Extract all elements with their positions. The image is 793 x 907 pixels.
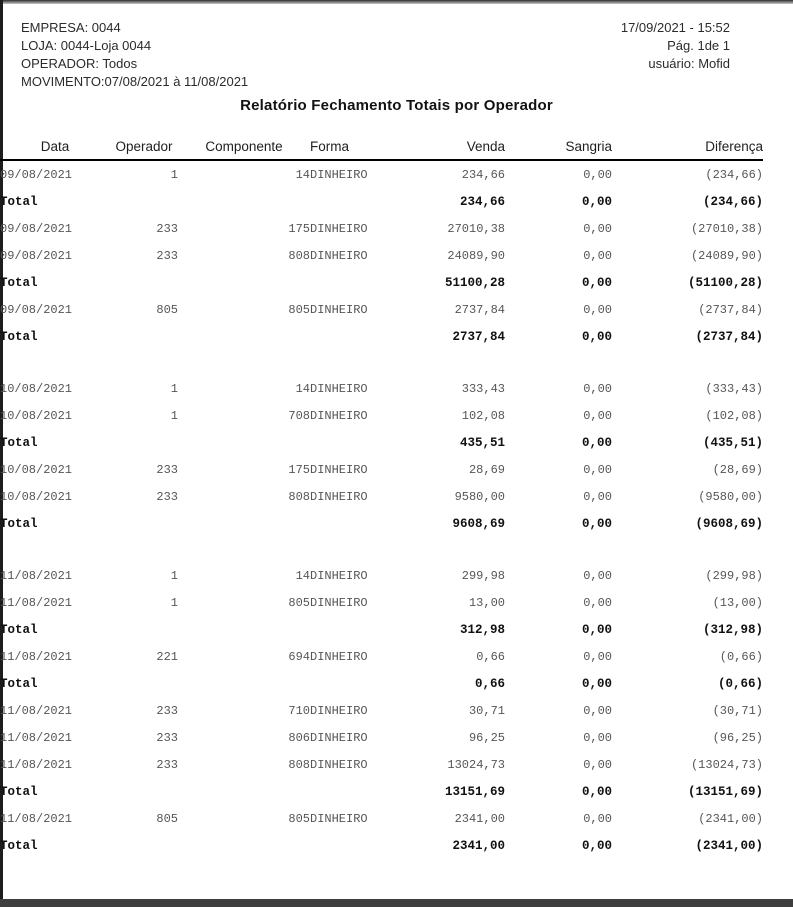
total-label: Total xyxy=(0,194,38,209)
cell-forma: DINHEIRO xyxy=(310,381,368,396)
cell-componente: 808 xyxy=(288,757,310,772)
cell-venda: 24089,90 xyxy=(447,248,505,263)
cell-total-venda: 312,98 xyxy=(459,622,505,637)
cell-diferenca: (27010,38) xyxy=(690,221,763,236)
cell-data: 11/08/2021 xyxy=(0,730,73,745)
table-row xyxy=(0,643,763,670)
table-row xyxy=(0,215,763,242)
cell-venda: 333,43 xyxy=(461,381,505,396)
total-row xyxy=(0,778,763,805)
cell-total-diferenca: (2737,84) xyxy=(695,329,763,344)
cell-diferenca: (333,43) xyxy=(705,381,763,396)
cell-operador: 1 xyxy=(170,381,178,396)
cell-total-venda: 13151,69 xyxy=(444,784,505,799)
cell-componente: 708 xyxy=(288,408,310,423)
cell-total-sangria: 0,00 xyxy=(581,622,612,637)
cell-operador: 233 xyxy=(156,703,178,718)
table-row xyxy=(0,160,763,188)
cell-total-diferenca: (0,66) xyxy=(717,676,763,691)
cell-operador: 1 xyxy=(170,408,178,423)
cell-data: 11/08/2021 xyxy=(0,811,73,826)
cell-total-sangria: 0,00 xyxy=(581,676,612,691)
report-table xyxy=(0,134,763,859)
datetime-line: 17/09/2021 - 15:52 xyxy=(620,20,730,35)
page-number-line: Pág. 1de 1 xyxy=(667,38,730,53)
table-row xyxy=(0,562,763,589)
cell-diferenca: (24089,90) xyxy=(690,248,763,263)
table-row xyxy=(0,751,763,778)
cell-venda: 2341,00 xyxy=(454,811,505,826)
column-header-operador: Operador xyxy=(110,134,178,160)
column-header-venda: Venda xyxy=(415,134,505,160)
cell-diferenca: (9580,00) xyxy=(698,489,763,504)
total-row xyxy=(0,269,763,296)
empresa-line: EMPRESA: 0044 xyxy=(21,20,121,35)
total-label: Total xyxy=(0,676,38,691)
cell-total-venda: 51100,28 xyxy=(444,275,505,290)
spacer-cell xyxy=(0,537,763,562)
cell-componente: 806 xyxy=(288,730,310,745)
cell-data: 10/08/2021 xyxy=(0,462,73,477)
cell-data: 09/08/2021 xyxy=(0,302,73,317)
table-row xyxy=(0,697,763,724)
cell-componente: 805 xyxy=(288,595,310,610)
cell-total-diferenca: (9608,69) xyxy=(695,516,763,531)
cell-forma: DINHEIRO xyxy=(310,221,368,236)
total-row xyxy=(0,616,763,643)
column-header-sangria: Sangria xyxy=(505,134,612,160)
cell-componente: 805 xyxy=(288,811,310,826)
total-row xyxy=(0,510,763,537)
cell-data: 10/08/2021 xyxy=(0,408,73,423)
cell-total-sangria: 0,00 xyxy=(581,838,612,853)
cell-sangria: 0,00 xyxy=(583,248,612,263)
cell-total-sangria: 0,00 xyxy=(581,516,612,531)
cell-data: 11/08/2021 xyxy=(0,595,73,610)
total-row xyxy=(0,323,763,350)
cell-sangria: 0,00 xyxy=(583,302,612,317)
cell-data: 11/08/2021 xyxy=(0,703,73,718)
cell-operador: 233 xyxy=(156,489,178,504)
user-line: usuário: Mofid xyxy=(648,56,730,71)
report-title: Relatório Fechamento Totais por Operador xyxy=(240,97,553,114)
cell-total-venda: 2737,84 xyxy=(452,329,505,344)
total-label: Total xyxy=(0,275,38,290)
cell-sangria: 0,00 xyxy=(583,221,612,236)
cell-operador: 233 xyxy=(156,730,178,745)
cell-diferenca: (13024,73) xyxy=(690,757,763,772)
cell-sangria: 0,00 xyxy=(583,462,612,477)
group-spacer xyxy=(0,350,763,375)
cell-componente: 808 xyxy=(288,489,310,504)
cell-diferenca: (2341,00) xyxy=(698,811,763,826)
cell-total-diferenca: (51100,28) xyxy=(687,275,763,290)
cell-diferenca: (2737,84) xyxy=(698,302,763,317)
cell-total-venda: 2341,00 xyxy=(452,838,505,853)
cell-venda: 234,66 xyxy=(461,167,505,182)
spacer-cell xyxy=(0,350,763,375)
cell-total-sangria: 0,00 xyxy=(581,329,612,344)
column-header-componente: Componente xyxy=(178,134,310,160)
cell-total-venda: 0,66 xyxy=(474,676,505,691)
cell-total-venda: 9608,69 xyxy=(452,516,505,531)
total-label: Total xyxy=(0,784,38,799)
cell-diferenca: (102,08) xyxy=(705,408,763,423)
cell-data: 10/08/2021 xyxy=(0,489,73,504)
cell-sangria: 0,00 xyxy=(583,649,612,664)
total-label: Total xyxy=(0,435,38,450)
cell-operador: 1 xyxy=(170,167,178,182)
total-row xyxy=(0,429,763,456)
cell-operador: 1 xyxy=(170,595,178,610)
cell-forma: DINHEIRO xyxy=(310,730,368,745)
cell-diferenca: (96,25) xyxy=(712,730,763,745)
cell-total-sangria: 0,00 xyxy=(581,194,612,209)
movimento-line: MOVIMENTO:07/08/2021 à 11/08/2021 xyxy=(21,74,249,89)
cell-forma: DINHEIRO xyxy=(310,595,368,610)
cell-componente: 805 xyxy=(288,302,310,317)
cell-diferenca: (234,66) xyxy=(705,167,763,182)
cell-sangria: 0,00 xyxy=(583,730,612,745)
cell-forma: DINHEIRO xyxy=(310,248,368,263)
cell-operador: 1 xyxy=(170,568,178,583)
cell-sangria: 0,00 xyxy=(583,811,612,826)
cell-componente: 710 xyxy=(288,703,310,718)
cell-operador: 805 xyxy=(156,302,178,317)
column-header-diferenca: Diferença xyxy=(612,134,763,160)
cell-componente: 14 xyxy=(295,568,310,583)
table-row xyxy=(0,296,763,323)
report-header-right xyxy=(621,19,730,73)
cell-componente: 14 xyxy=(295,381,310,396)
page-border-top xyxy=(0,0,793,4)
cell-total-sangria: 0,00 xyxy=(581,435,612,450)
cell-operador: 233 xyxy=(156,248,178,263)
cell-venda: 27010,38 xyxy=(447,221,505,236)
table-row xyxy=(0,724,763,751)
cell-venda: 13,00 xyxy=(468,595,505,610)
cell-sangria: 0,00 xyxy=(583,568,612,583)
column-header-forma: Forma xyxy=(310,134,415,160)
total-label: Total xyxy=(0,622,38,637)
table-row xyxy=(0,375,763,402)
cell-venda: 28,69 xyxy=(468,462,505,477)
cell-operador: 805 xyxy=(156,811,178,826)
cell-forma: DINHEIRO xyxy=(310,302,368,317)
cell-operador: 233 xyxy=(156,462,178,477)
cell-sangria: 0,00 xyxy=(583,381,612,396)
column-header-data: Data xyxy=(0,134,110,160)
cell-operador: 233 xyxy=(156,221,178,236)
page-border-bottom xyxy=(0,899,793,907)
cell-data: 11/08/2021 xyxy=(0,649,73,664)
cell-diferenca: (30,71) xyxy=(712,703,763,718)
cell-diferenca: (299,98) xyxy=(705,568,763,583)
cell-total-venda: 435,51 xyxy=(459,435,505,450)
cell-total-sangria: 0,00 xyxy=(581,784,612,799)
cell-forma: DINHEIRO xyxy=(310,568,368,583)
cell-venda: 102,08 xyxy=(461,408,505,423)
cell-data: 09/08/2021 xyxy=(0,167,73,182)
total-row xyxy=(0,670,763,697)
cell-forma: DINHEIRO xyxy=(310,649,368,664)
cell-venda: 2737,84 xyxy=(454,302,505,317)
total-label: Total xyxy=(0,516,38,531)
operador-line: OPERADOR: Todos xyxy=(21,56,138,71)
table-row xyxy=(0,456,763,483)
loja-line: LOJA: 0044-Loja 0044 xyxy=(21,38,152,53)
cell-venda: 30,71 xyxy=(468,703,505,718)
cell-data: 11/08/2021 xyxy=(0,757,73,772)
cell-total-diferenca: (234,66) xyxy=(702,194,763,209)
cell-componente: 808 xyxy=(288,248,310,263)
cell-total-diferenca: (312,98) xyxy=(702,622,763,637)
cell-operador: 221 xyxy=(156,649,178,664)
report-header-left xyxy=(21,19,248,91)
cell-operador: 233 xyxy=(156,757,178,772)
cell-venda: 96,25 xyxy=(468,730,505,745)
table-row xyxy=(0,483,763,510)
cell-total-diferenca: (435,51) xyxy=(702,435,763,450)
cell-diferenca: (0,66) xyxy=(719,649,763,664)
cell-sangria: 0,00 xyxy=(583,595,612,610)
table-row xyxy=(0,402,763,429)
total-label: Total xyxy=(0,329,38,344)
cell-venda: 299,98 xyxy=(461,568,505,583)
cell-sangria: 0,00 xyxy=(583,703,612,718)
total-row xyxy=(0,832,763,859)
cell-data: 10/08/2021 xyxy=(0,381,73,396)
cell-sangria: 0,00 xyxy=(583,167,612,182)
table-row xyxy=(0,589,763,616)
cell-forma: DINHEIRO xyxy=(310,811,368,826)
cell-sangria: 0,00 xyxy=(583,489,612,504)
cell-data: 11/08/2021 xyxy=(0,568,73,583)
cell-venda: 9580,00 xyxy=(454,489,505,504)
cell-componente: 14 xyxy=(295,167,310,182)
table-row xyxy=(0,242,763,269)
cell-total-diferenca: (2341,00) xyxy=(695,838,763,853)
cell-total-sangria: 0,00 xyxy=(581,275,612,290)
table-row xyxy=(0,805,763,832)
cell-total-diferenca: (13151,69) xyxy=(687,784,763,799)
cell-diferenca: (28,69) xyxy=(712,462,763,477)
cell-componente: 175 xyxy=(288,462,310,477)
cell-sangria: 0,00 xyxy=(583,408,612,423)
cell-data: 09/08/2021 xyxy=(0,221,73,236)
cell-diferenca: (13,00) xyxy=(712,595,763,610)
cell-venda: 0,66 xyxy=(476,649,505,664)
cell-forma: DINHEIRO xyxy=(310,462,368,477)
total-label: Total xyxy=(0,838,38,853)
cell-sangria: 0,00 xyxy=(583,757,612,772)
cell-total-venda: 234,66 xyxy=(459,194,505,209)
cell-forma: DINHEIRO xyxy=(310,489,368,504)
cell-forma: DINHEIRO xyxy=(310,703,368,718)
cell-componente: 175 xyxy=(288,221,310,236)
cell-forma: DINHEIRO xyxy=(310,757,368,772)
cell-forma: DINHEIRO xyxy=(310,408,368,423)
cell-forma: DINHEIRO xyxy=(310,167,368,182)
cell-data: 09/08/2021 xyxy=(0,248,73,263)
total-row xyxy=(0,188,763,215)
cell-venda: 13024,73 xyxy=(447,757,505,772)
table-header-row xyxy=(0,134,763,160)
group-spacer xyxy=(0,537,763,562)
cell-componente: 694 xyxy=(288,649,310,664)
